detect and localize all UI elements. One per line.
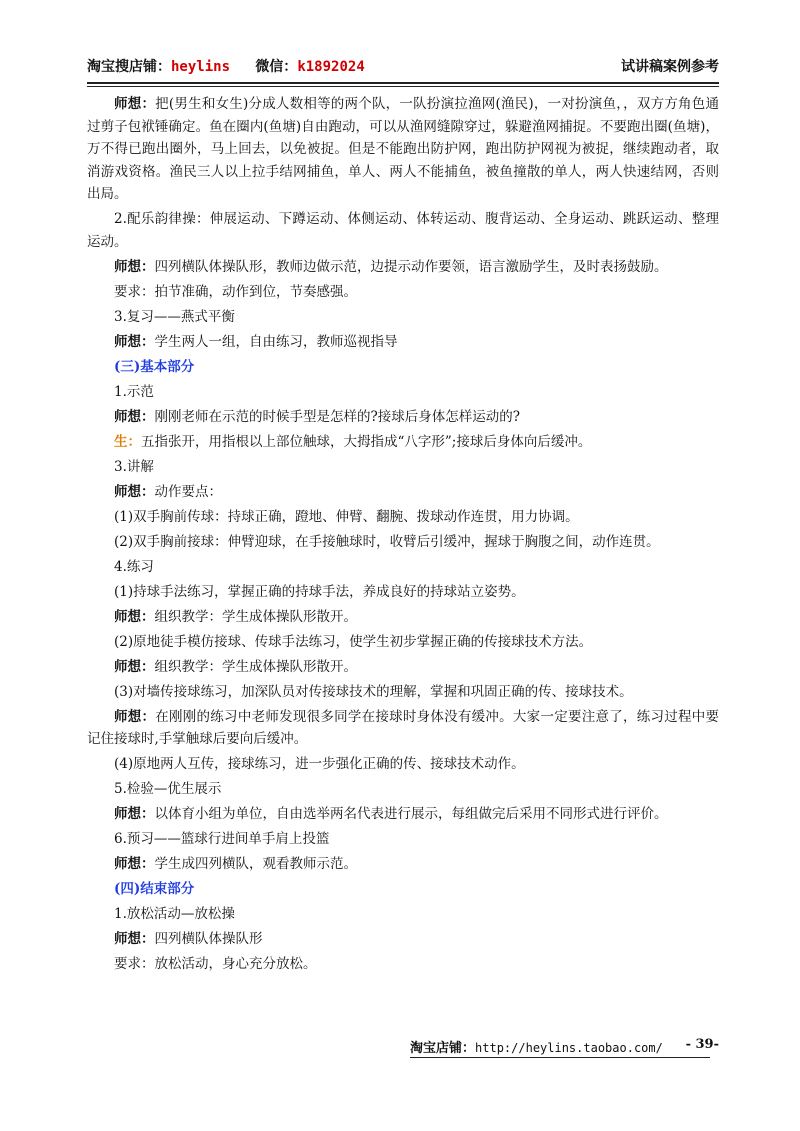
paragraph <box>87 93 719 206</box>
paragraph <box>87 431 719 454</box>
teacher-label: 师想： <box>114 608 155 625</box>
paragraph-text: 组织教学：学生成体操队形散开。 <box>154 608 357 625</box>
paragraph-text: 四列横队体操队形，教师边做示范，边提示动作要领，语言激励学生，及时表扬鼓励。 <box>154 258 668 275</box>
paragraph-text: 以体育小组为单位，自由选举两名代表进行展示，每组做完后采用不同形式进行评价。 <box>154 806 668 822</box>
paragraph-text: 五指张开，用指根以上部位触球，大拇指成“八字形”;接球后身体向后缓冲。 <box>141 433 592 450</box>
paragraph <box>87 256 719 279</box>
teacher-label: 师想： <box>114 708 156 725</box>
section-heading-text: (四)结束部分 <box>114 881 195 897</box>
page-number: - 39- <box>685 1037 719 1052</box>
paragraph-text: 2.配乐韵律操：伸展运动、下蹲运动、体侧运动、体转运动、腹背运动、全身运动、跳跃运动、整理运动。 <box>87 211 719 250</box>
paragraph-text: (2)双手胸前接球：伸臂迎球，在手接触球时，收臂后引缓冲，握球于胸腹之间，动作连贯。 <box>114 533 660 550</box>
teacher-label: 师想： <box>114 658 155 675</box>
paragraph <box>87 581 719 604</box>
header-title: 试讲稿案例参考 <box>621 59 719 75</box>
paragraph <box>87 828 719 851</box>
header-wechat-label: 微信： <box>255 59 298 75</box>
teacher-label: 师想： <box>114 258 155 275</box>
teacher-label: 师想： <box>114 806 155 822</box>
paragraph <box>87 631 719 654</box>
paragraph-text: 要求：拍节准确，动作到位，节奏感强。 <box>114 283 357 300</box>
paragraph <box>87 331 719 354</box>
paragraph-text: 1.示范 <box>114 383 154 400</box>
teacher-label: 师想： <box>114 408 155 425</box>
paragraph <box>87 903 719 926</box>
paragraph <box>87 706 719 751</box>
paragraph-text: 学生成四列横队，观看教师示范。 <box>154 856 357 872</box>
paragraph <box>87 456 719 479</box>
paragraph-text: 3.复习——燕式平衡 <box>114 308 235 325</box>
paragraph-text: 动作要点： <box>154 483 222 500</box>
paragraph <box>87 531 719 554</box>
paragraph-text: 学生两人一组，自由练习，教师巡视指导 <box>154 333 398 350</box>
paragraph-text: 5.检验—优生展示 <box>114 781 222 797</box>
paragraph <box>87 306 719 329</box>
paragraph <box>87 681 719 704</box>
paragraph <box>87 853 719 876</box>
paragraph <box>87 928 719 951</box>
paragraph <box>87 953 719 976</box>
paragraph-text: (3)对墙传接球练习，加深队员对传接球技术的理解，掌握和巩固正确的传、接球技术。 <box>114 683 633 700</box>
paragraph <box>87 606 719 629</box>
paragraph-text: 组织教学：学生成体操队形散开。 <box>154 658 357 675</box>
paragraph <box>87 778 719 801</box>
section-heading <box>87 878 719 901</box>
teacher-label: 师想： <box>114 483 155 500</box>
paragraph <box>87 381 719 404</box>
paragraph <box>87 803 719 826</box>
header-shop-name: heylins <box>171 59 231 75</box>
teacher-label: 师想： <box>114 96 156 112</box>
section-heading <box>87 356 719 379</box>
paragraph-text: (1)双手胸前传球：持球正确，蹬地、伸臂、翻腕、拨球动作连贯，用力协调。 <box>114 508 579 525</box>
paragraph-text: 3.讲解 <box>114 458 154 475</box>
paragraph <box>87 753 719 776</box>
paragraph-text: 四列横队体操队形 <box>154 931 263 947</box>
header-rule-thin <box>87 86 719 87</box>
paragraph-text: (1)持球手法练习，掌握正确的持球手法，养成良好的持球站立姿势。 <box>114 583 525 600</box>
paragraph-text: 4.练习 <box>114 558 154 575</box>
footer-rule <box>410 1057 710 1058</box>
footer-shop-url[interactable]: http://heylins.taobao.com/ <box>475 1041 663 1055</box>
paragraph-text: (4)原地两人互传，接球练习，进一步强化正确的传、接球技术动作。 <box>114 756 525 772</box>
paragraph-text: (2)原地徒手模仿接球、传球手法练习，使学生初步掌握正确的传接球技术方法。 <box>114 633 593 650</box>
header-wechat-id: k1892024 <box>297 59 365 75</box>
paragraph <box>87 406 719 429</box>
paragraph-text: 1.放松活动—放松操 <box>114 906 235 922</box>
paragraph <box>87 208 719 253</box>
header-shop-label: 淘宝搜店铺： <box>87 59 171 75</box>
document-body <box>87 93 719 978</box>
paragraph <box>87 281 719 304</box>
paragraph-text: 要求：放松活动，身心充分放松。 <box>114 956 317 972</box>
teacher-label: 师想： <box>114 931 155 947</box>
student-label: 生： <box>114 433 141 450</box>
paragraph-text: 把(男生和女生)分成人数相等的两个队，一队扮演拉渔网(渔民)，一对扮演鱼，，双方方角色通过剪子包袱锤确定。鱼在圈内(鱼塘)自由跑动，可以从渔网缝隙穿过，躲避渔网捕捉。不要跑出圈(鱼塘)，万不得已跑出圈外，马上回去，以免被捉。但是不能跑出防护网，跑出防护网视为被捉，继续跑动者，取消游戏资格。渔民三人以上拉手结网捕鱼，单人、两人不能捕鱼，被鱼撞散的单人，两人快速结网，否则出局。 <box>87 96 719 202</box>
teacher-label: 师想： <box>114 333 155 350</box>
paragraph-text: 6.预习——篮球行进间单手肩上投篮 <box>114 831 330 847</box>
paragraph <box>87 656 719 679</box>
page-header <box>87 56 719 80</box>
footer-shop-label: 淘宝店铺： <box>410 1041 476 1056</box>
paragraph <box>87 506 719 529</box>
teacher-label: 师想： <box>114 856 155 872</box>
section-heading-text: (三)基本部分 <box>114 358 195 375</box>
header-rule-thick <box>87 82 719 84</box>
header-shop-info <box>87 56 365 76</box>
paragraph-text: 刚刚老师在示范的时候手型是怎样的?接球后身体怎样运动的? <box>154 408 520 425</box>
paragraph <box>87 481 719 504</box>
paragraph <box>87 556 719 579</box>
paragraph-text: 在刚刚的练习中老师发现很多同学在接球时身体没有缓冲。大家一定要注意了，练习过程中要记住接球时,手掌触球后要向后缓冲。 <box>87 708 720 747</box>
